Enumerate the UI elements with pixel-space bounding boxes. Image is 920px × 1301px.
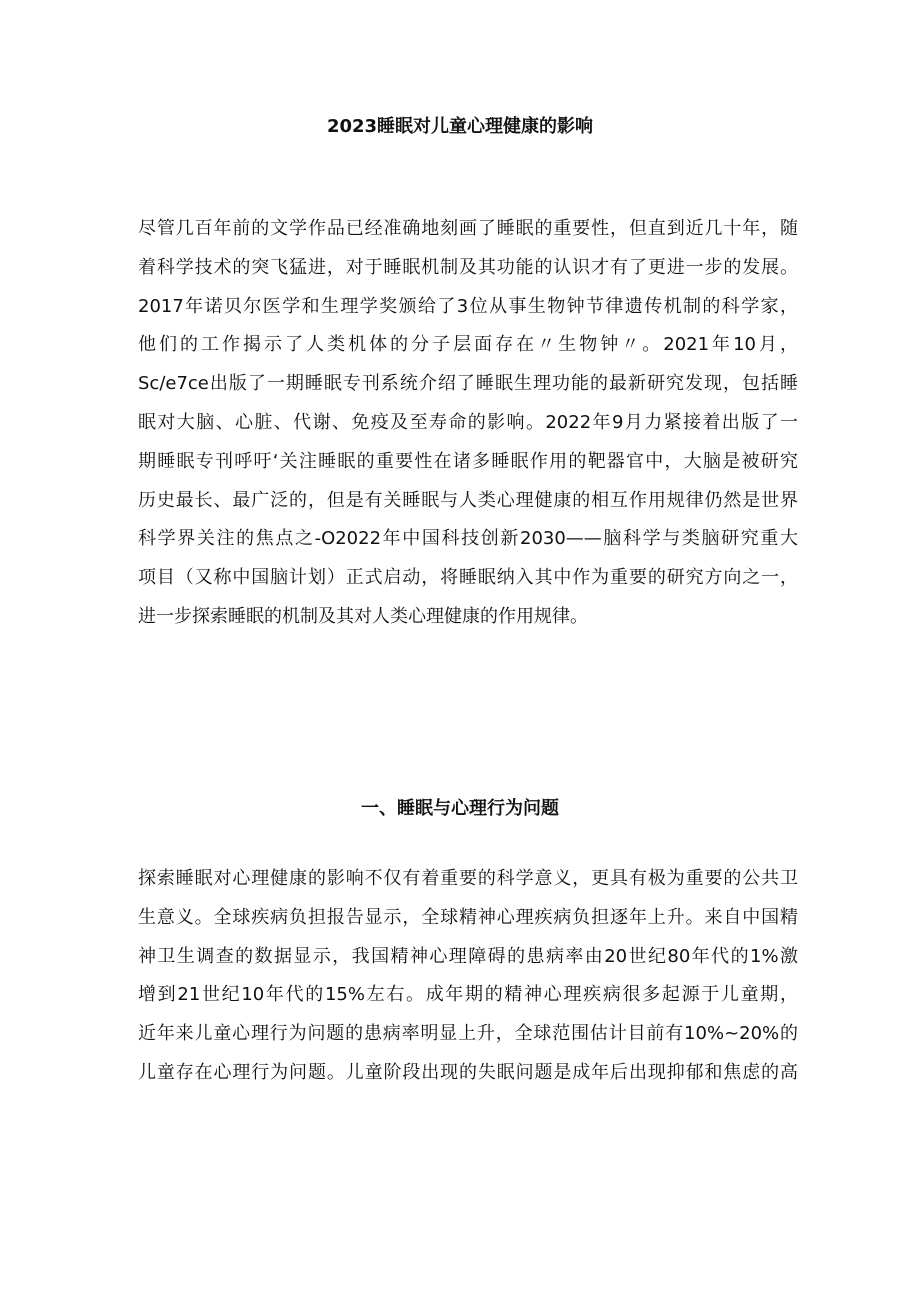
section-heading: 一、睡眠与心理行为问题 (361, 798, 559, 819)
paragraph-line: 神卫生调查的数据显示，我国精神心理障碍的患病率由20世纪80年代的1%激 (138, 945, 798, 967)
intro-paragraph (138, 210, 798, 637)
paragraph-line: 期睡眠专刊呼吁‘关注睡眠的重要性在诸多睡眠作用的靶器官中，大脑是被研究 (138, 450, 798, 472)
paragraph-line: 科学界关注的焦点之-O2022年中国科技创新2030——脑科学与类脑研究重大 (138, 528, 798, 550)
paragraph-line: Sc∕e7ce出版了一期睡眠专刊系统介绍了睡眠生理功能的最新研究发现，包括睡 (138, 373, 798, 395)
paragraph-line: 2017年诺贝尔医学和生理学奖颁给了3位从事生物钟节律遗传机制的科学家， (138, 295, 798, 317)
paragraph-line: 增到21世纪10年代的15%左右。成年期的精神心理疾病很多起源于儿童期， (138, 984, 798, 1006)
paragraph-line: 近年来儿童心理行为问题的患病率明显上升，全球范围估计目前有10%~20%的 (138, 1023, 798, 1045)
document-title: 2023睡眠对儿童心理健康的影响 (326, 116, 594, 137)
section-1-paragraph (138, 860, 798, 1093)
paragraph-line: 他们的工作揭示了人类机体的分子层面存在〃生物钟〃。2021年10月， (138, 334, 798, 356)
paragraph-line: 眠对大脑、心脏、代谢、免疫及至寿命的影响。2022年9月力紧接着出版了一 (138, 411, 798, 433)
paragraph-line: 项目（又称中国脑计划）正式启动，将睡眠纳入其中作为重要的研究方向之一， (138, 567, 798, 589)
paragraph-line: 儿童存在心理行为问题。儿童阶段出现的失眠问题是成年后出现抑郁和焦虑的高 (138, 1061, 798, 1083)
paragraph-line: 生意义。全球疾病负担报告显示，全球精神心理疾病负担逐年上升。来自中国精 (138, 906, 798, 928)
paragraph-line: 尽管几百年前的文学作品已经准确地刻画了睡眠的重要性，但直到近几十年，随 (138, 218, 798, 239)
paragraph-line: 探索睡眠对心理健康的影响不仅有着重要的科学意义，更具有极为重要的公共卫 (138, 868, 798, 889)
paragraph-line: 着科学技术的突飞猛进，对于睡眠机制及其功能的认识才有了更进一步的发展。 (138, 256, 798, 278)
paragraph-line: 进一步探索睡眠的机制及其对人类心理健康的作用规律。 (138, 605, 588, 627)
paragraph-line: 历史最长、最广泛的，但是有关睡眠与人类心理健康的相互作用规律仍然是世界 (138, 489, 798, 511)
